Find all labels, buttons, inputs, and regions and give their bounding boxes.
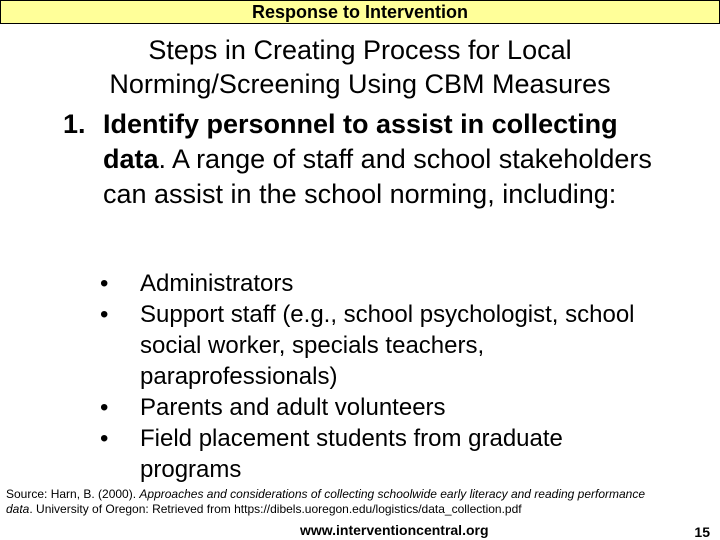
- list-item-text: Field placement students from graduate programs: [140, 425, 563, 483]
- source-prefix: Source: Harn, B. (2000).: [6, 487, 140, 501]
- step-heading: Identify personnel to assist in collecting data: [103, 109, 618, 174]
- list-item: [100, 392, 660, 423]
- step-number: 1.: [63, 109, 86, 139]
- list-item: [100, 423, 660, 485]
- source-suffix: . University of Oregon: Retrieved from https://dibels.uoregon.edu/logistics/data_collection.pdf: [29, 502, 522, 516]
- bullet-icon: •: [100, 394, 109, 421]
- list-item-text: Parents and adult volunteers: [140, 394, 446, 421]
- personnel-list: [100, 268, 660, 485]
- list-item-text: Support staff (e.g., school psychologist, school social worker, specials teachers, paraprofessionals): [140, 301, 635, 390]
- list-item: [100, 299, 660, 392]
- header-bar: [0, 0, 720, 24]
- slide-title: [20, 33, 700, 101]
- bullet-icon: •: [100, 425, 109, 452]
- header-title: Response to Intervention: [251, 2, 469, 22]
- list-item-text: Administrators: [140, 270, 294, 297]
- bullet-icon: •: [100, 270, 109, 297]
- bullet-icon: •: [100, 301, 109, 328]
- source-title: Approaches and considerations of collecting schoolwide early literacy and reading performance data: [6, 487, 646, 516]
- step-description: . A range of staff and school stakeholders can assist in the school norming, including:: [103, 144, 652, 209]
- list-item: [100, 268, 660, 299]
- footer-url: www.interventioncentral.org: [300, 522, 489, 538]
- slide-title-line-2: Norming/Screening Using CBM Measures: [109, 69, 611, 99]
- source-citation: [6, 487, 666, 517]
- step-1: [63, 107, 683, 212]
- page-number: 15: [694, 524, 710, 540]
- step-text: [103, 107, 683, 212]
- slide-title-line-1: Steps in Creating Process for Local: [148, 35, 572, 65]
